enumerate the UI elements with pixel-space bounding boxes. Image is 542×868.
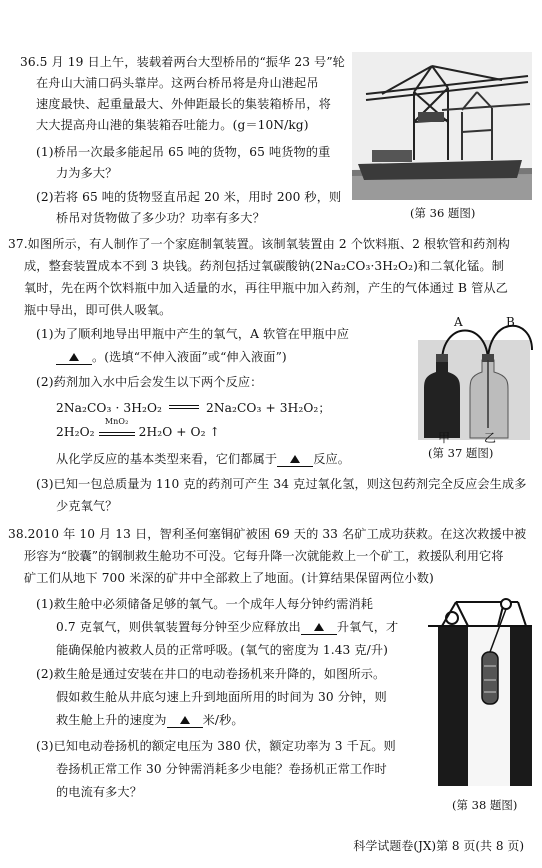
- q37-part-3: (3)已知一包总质量为 110 克的药剂可产生 34 克过氧化氢，则这包药剂完全反应会生成多: [36, 477, 527, 491]
- q37-part-3-cont: 少克氧气？: [56, 499, 118, 513]
- q38-intro-2: 形容为“胶囊”的钢制救生舱功不可没。它每升降一次就能救上一个矿工，救援队利用它将: [24, 549, 504, 563]
- q37-part-1: (1)为了顺利地导出甲瓶中产生的氧气，A 软管在甲瓶中应: [36, 327, 350, 341]
- equation-1-right: 2Na₂CO₃ + 3H₂O₂；: [206, 401, 331, 415]
- figure-36-caption: (第 36 题图): [410, 206, 476, 220]
- q37-intro-4: 瓶中导出，即可供人吸氧。: [24, 303, 172, 317]
- q38-part-1-unit: 升氧气，才: [336, 620, 399, 634]
- q37-part-2-question: [56, 453, 350, 467]
- q37-part-2-question-end: 反应。: [313, 452, 351, 466]
- triangle-icon: [180, 716, 190, 724]
- catalyst-label: MnO₂: [104, 417, 129, 426]
- q38-part-3: (3)已知电动卷扬机的额定电压为 380 伏，额定功率为 3 千瓦。则: [36, 739, 396, 753]
- tube-label-a: A: [454, 315, 463, 329]
- q37-equation-2: [56, 417, 220, 439]
- equation-1-left: 2Na₂CO₃ · 3H₂O₂: [56, 401, 163, 415]
- q38-part-2-cont: 假如救生舱从井底匀速上升到地面所用的时间为 30 分钟，则: [56, 690, 387, 704]
- oxygen-device-figure: [412, 310, 536, 458]
- q38-part-1-text: 0.7 克氧气，则供氧装置每分钟至少应释放出: [56, 620, 301, 634]
- crane-ship-photo: [352, 52, 532, 200]
- q38-part-3-cont2: 的电流有多大？: [56, 785, 143, 799]
- q38-part-3-cont: 卷扬机正常工作 30 分钟需消耗多少电能？卷扬机正常工作时: [56, 762, 387, 776]
- q38-part-2: (2)救生舱是通过安装在井口的电动卷扬机来升降的，如图所示。: [36, 667, 386, 681]
- bottle-label-yi: 乙: [484, 431, 497, 445]
- q38-intro-3: 矿工们从地下 700 米深的矿井中全部救上了地面。(计算结果保留两位小数): [24, 571, 434, 585]
- q37-part-2: (2)药剂加入水中后会发生以下两个反应：: [36, 375, 263, 389]
- q36-part-1-cont: 力为多大？: [56, 166, 118, 180]
- rescue-capsule-figure: [428, 592, 532, 788]
- tube-label-b: B: [506, 315, 515, 329]
- answer-blank[interactable]: [301, 621, 337, 635]
- q36-part-2-cont: 桥吊对货物做了多少功？功率有多大？: [56, 211, 265, 225]
- triangle-icon: [290, 455, 300, 463]
- q36-line-1: 36.5 月 19 日上午，装载着两台大型桥吊的“振华 23 号”轮: [20, 55, 345, 69]
- q36-part-1: (1)桥吊一次最多能起吊 65 吨的货物，65 吨货物的重: [36, 145, 331, 159]
- q38-part-1-cont: [56, 621, 398, 635]
- q37-part-1-cont: [56, 351, 287, 365]
- q37-part-1-options: 。(选填“不伸入液面”或“伸入液面”): [92, 350, 287, 364]
- q36-part-2: (2)若将 65 吨的货物竖直吊起 20 米，用时 200 秒，则: [36, 190, 342, 204]
- page-footer: 科学试题卷(JX)第 8 页(共 8 页): [353, 839, 524, 853]
- q38-part-1-cont2: 能确保舱内被救人员的正常呼吸。(氧气的密度为 1.43 克/升): [56, 643, 389, 657]
- q36-line-3: 速度最快、起重量最大、外伸距最长的集装箱桥吊，将: [36, 97, 331, 111]
- figure-38-caption: (第 38 题图): [452, 798, 518, 812]
- q37-intro-2: 成，整套装置成本不到 3 块钱。药剂包括过氧碳酸钠(2Na₂CO₃·3H₂O₂)和二氧化锰。制: [24, 259, 504, 273]
- triangle-icon: [69, 353, 79, 361]
- bottle-label-jia: 甲: [438, 431, 451, 445]
- q36-line-2: 在舟山大浦口码头靠岸。这两台桥吊将是舟山港起吊: [36, 76, 319, 90]
- q38-part-2-text: 救生舱上升的速度为: [56, 713, 167, 727]
- q38-part-2-unit: 米/秒。: [202, 713, 244, 727]
- q38-part-1: (1)救生舱中必须储备足够的氧气。一个成年人每分钟约需消耗: [36, 597, 374, 611]
- q36-line-4: 大大提高舟山港的集装箱吞吐能力。(g＝10N/kg): [36, 118, 309, 132]
- q38-part-2-cont2: [56, 714, 244, 728]
- triangle-icon: [314, 623, 324, 631]
- figure-37-caption: (第 37 题图): [428, 446, 494, 460]
- answer-blank[interactable]: [277, 453, 313, 467]
- answer-blank[interactable]: [56, 351, 92, 365]
- equals-bar: [169, 405, 199, 409]
- q37-part-2-question-text: 从化学反应的基本类型来看，它们都属于: [56, 452, 278, 466]
- q37-intro-3: 氧时，先在两个饮料瓶中加入适量的水，再往甲瓶中加入药剂，产生的气体通过 B 管从乙: [24, 281, 508, 295]
- q38-intro-1: 38.2010 年 10 月 13 日，智利圣何塞铜矿被困 69 天的 33 名矿工成功获救。在这次救援中被: [8, 527, 527, 541]
- q37-intro-1: 37.如图所示，有人制作了一个家庭制氧装置。该制氧装置由 2 个饮料瓶、2 根软管和药剂构: [8, 237, 510, 251]
- q37-equation-1: [56, 402, 331, 414]
- equation-2-left: 2H₂O₂: [56, 425, 95, 439]
- equation-2-right: 2H₂O + O₂ ↑: [138, 425, 220, 439]
- answer-blank[interactable]: [167, 714, 203, 728]
- catalyst-arrow: [99, 417, 135, 436]
